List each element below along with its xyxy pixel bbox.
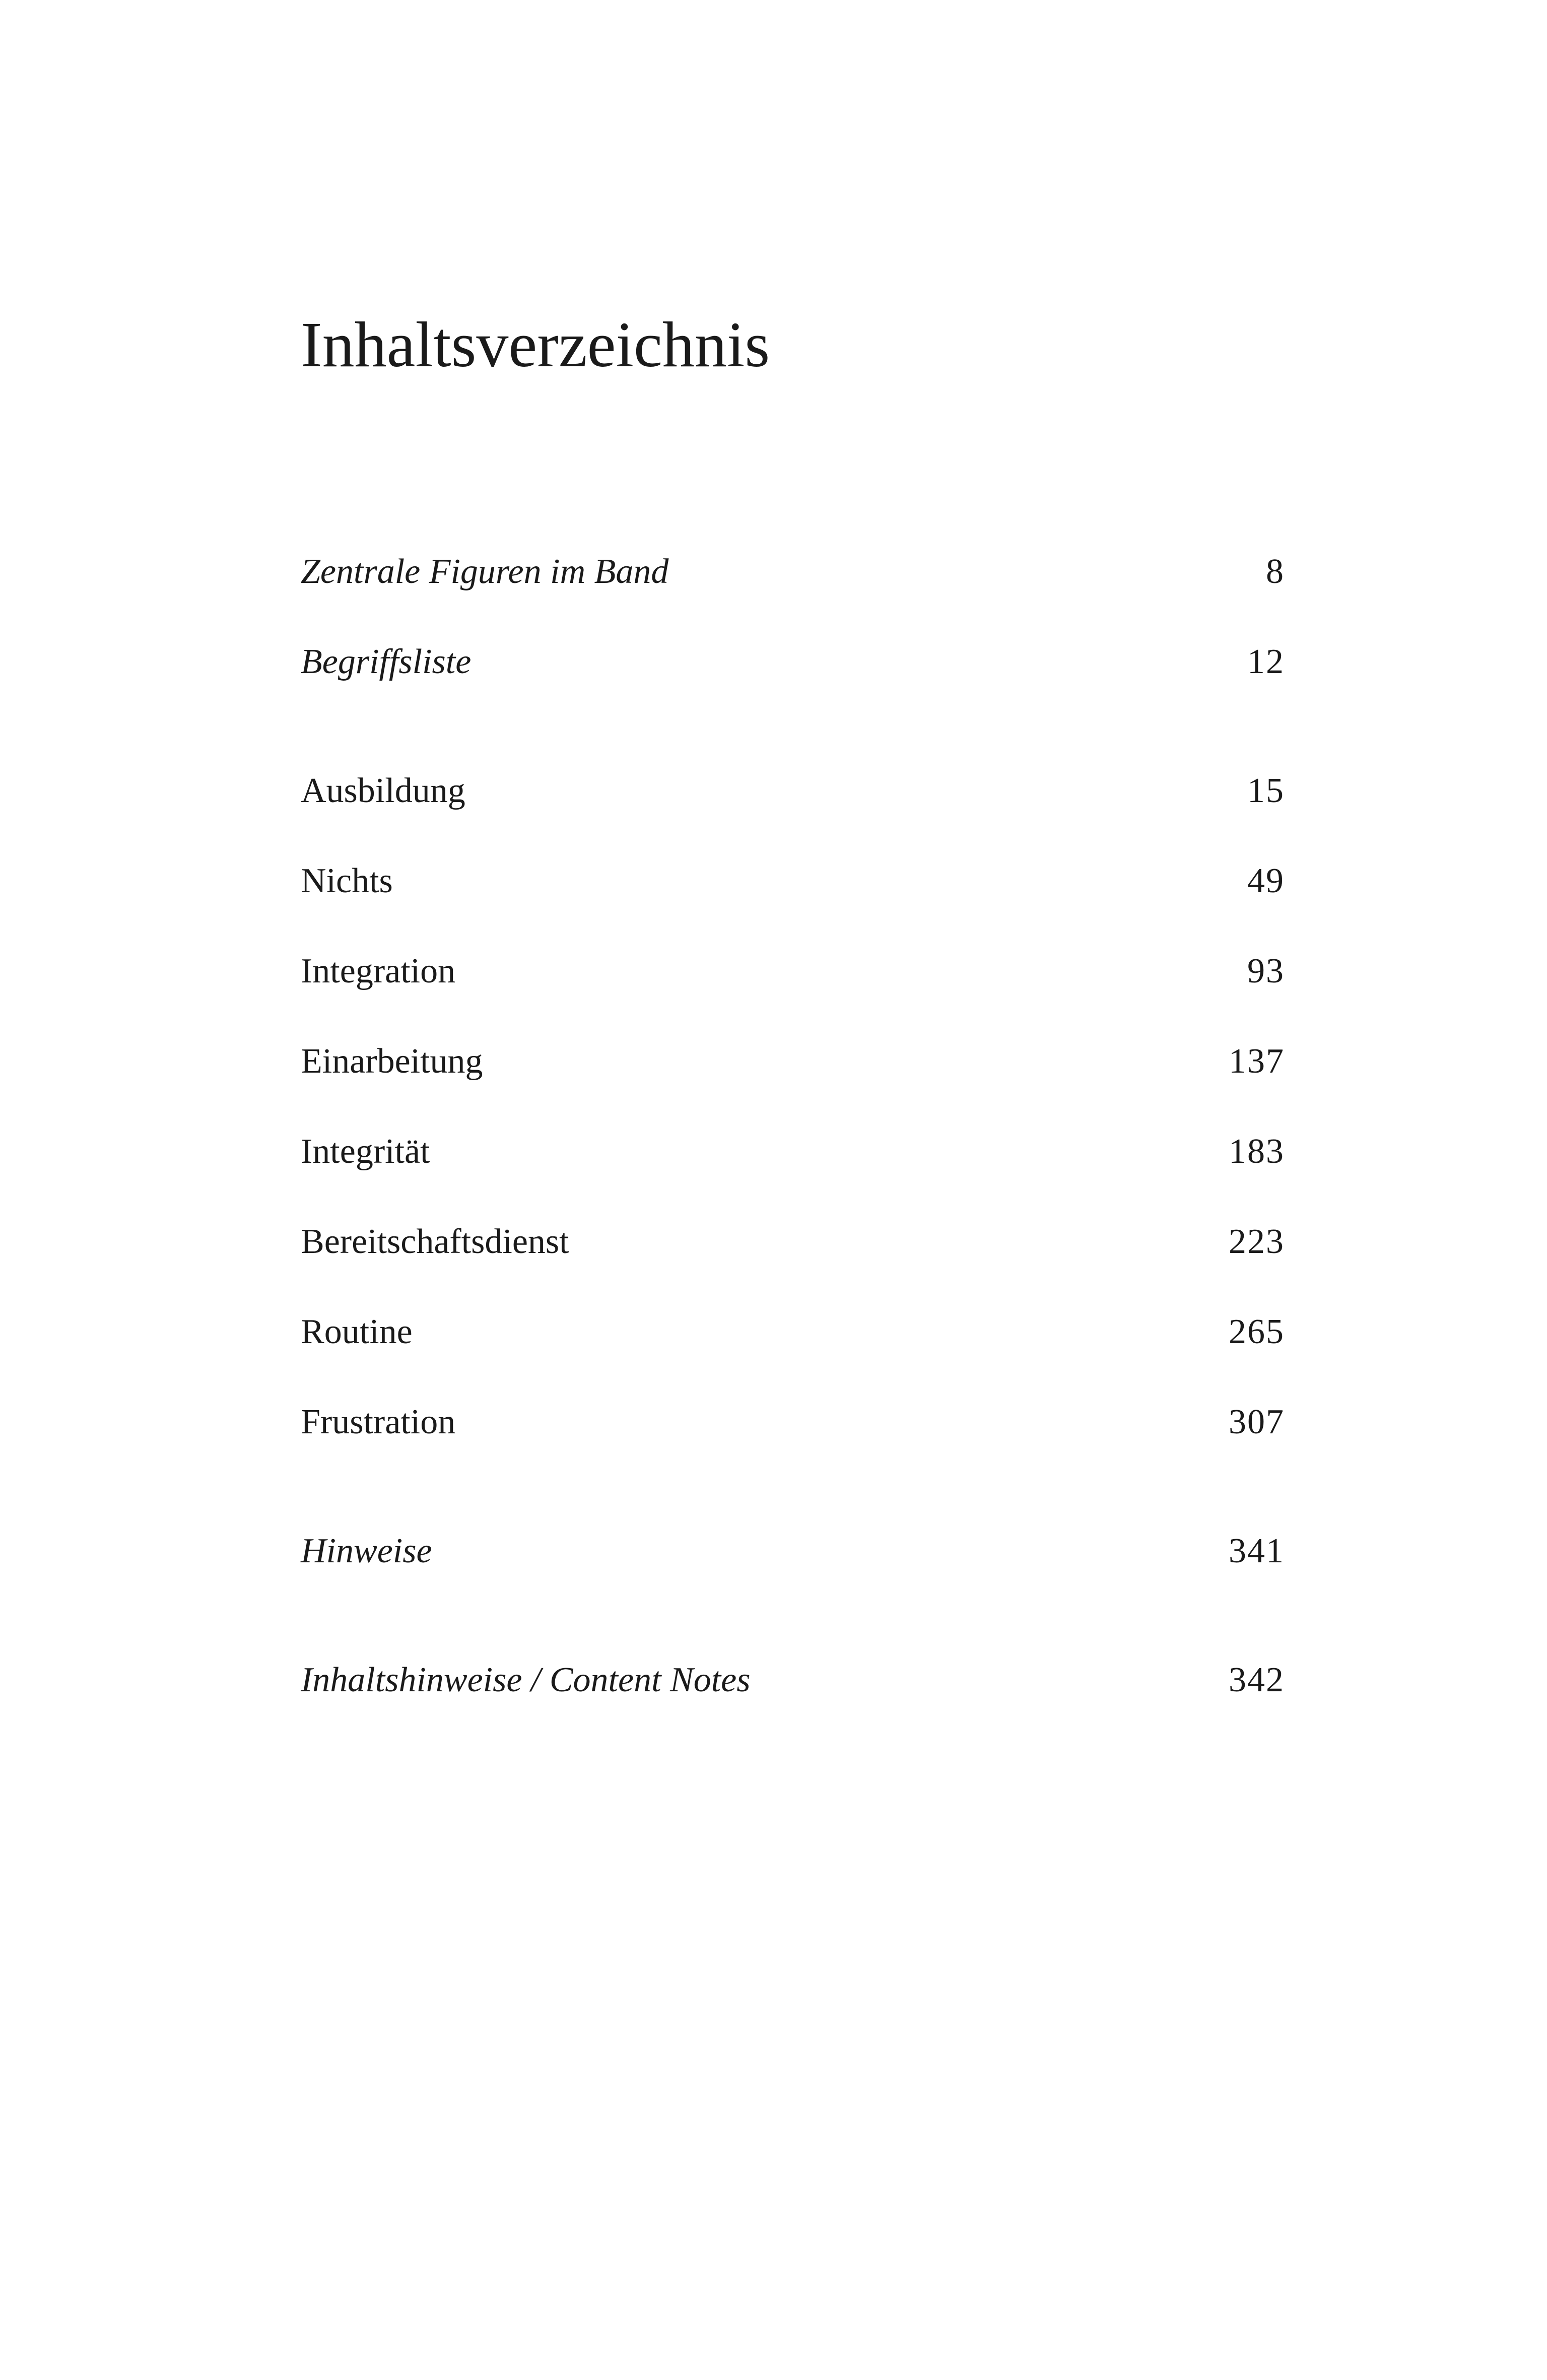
toc-entry-label: Inhaltshinweise / Content Notes — [301, 1661, 751, 1699]
toc-entry-label: Begriffsliste — [301, 642, 472, 681]
toc-entry-ausbildung[interactable] — [301, 766, 1285, 816]
toc-entry-label: Zentrale Figuren im Band — [301, 552, 669, 591]
toc-entry-integration[interactable] — [301, 946, 1285, 997]
toc-entry-page-number: 342 — [1229, 1661, 1285, 1699]
page-title: Inhaltsverzeichnis — [301, 309, 770, 380]
toc-entry-page-number: 307 — [1229, 1403, 1285, 1441]
toc-entry-routine[interactable] — [301, 1307, 1285, 1357]
toc-entry-label: Ausbildung — [301, 771, 465, 810]
toc-entry-page-number: 49 — [1247, 862, 1285, 900]
toc-entry-page-number: 8 — [1266, 552, 1285, 591]
toc-entry-page-number: 341 — [1229, 1532, 1285, 1570]
toc-entry-page-number: 15 — [1247, 771, 1285, 810]
toc-entry-bereitschaftsdienst[interactable] — [301, 1217, 1285, 1267]
toc-entry-label: Routine — [301, 1312, 413, 1351]
toc-entry-integritaet[interactable] — [301, 1127, 1285, 1177]
toc-entry-label: Bereitschaftsdienst — [301, 1222, 569, 1261]
toc-entry-page-number: 265 — [1229, 1312, 1285, 1351]
toc-entry-frustration[interactable] — [301, 1397, 1285, 1447]
toc-entry-page-number: 12 — [1247, 642, 1285, 681]
toc-entry-label: Hinweise — [301, 1532, 432, 1570]
toc-entry-label: Integrität — [301, 1132, 430, 1171]
toc-entry-page-number: 137 — [1229, 1042, 1285, 1081]
toc-entry-label: Integration — [301, 952, 456, 990]
toc-entry-label: Einarbeitung — [301, 1042, 483, 1081]
toc-entry-zentrale-figuren[interactable] — [301, 547, 1285, 597]
toc-entry-begriffsliste[interactable] — [301, 637, 1285, 687]
toc-entry-label: Nichts — [301, 862, 393, 900]
toc-entry-nichts[interactable] — [301, 856, 1285, 906]
toc-entry-hinweise[interactable] — [301, 1526, 1285, 1576]
toc-entry-inhaltshinweise[interactable] — [301, 1655, 1285, 1705]
toc-entry-page-number: 93 — [1247, 952, 1285, 990]
toc-entry-page-number: 223 — [1229, 1222, 1285, 1261]
toc-entry-page-number: 183 — [1229, 1132, 1285, 1171]
toc-entry-label: Frustration — [301, 1403, 456, 1441]
toc-entry-einarbeitung[interactable] — [301, 1036, 1285, 1087]
